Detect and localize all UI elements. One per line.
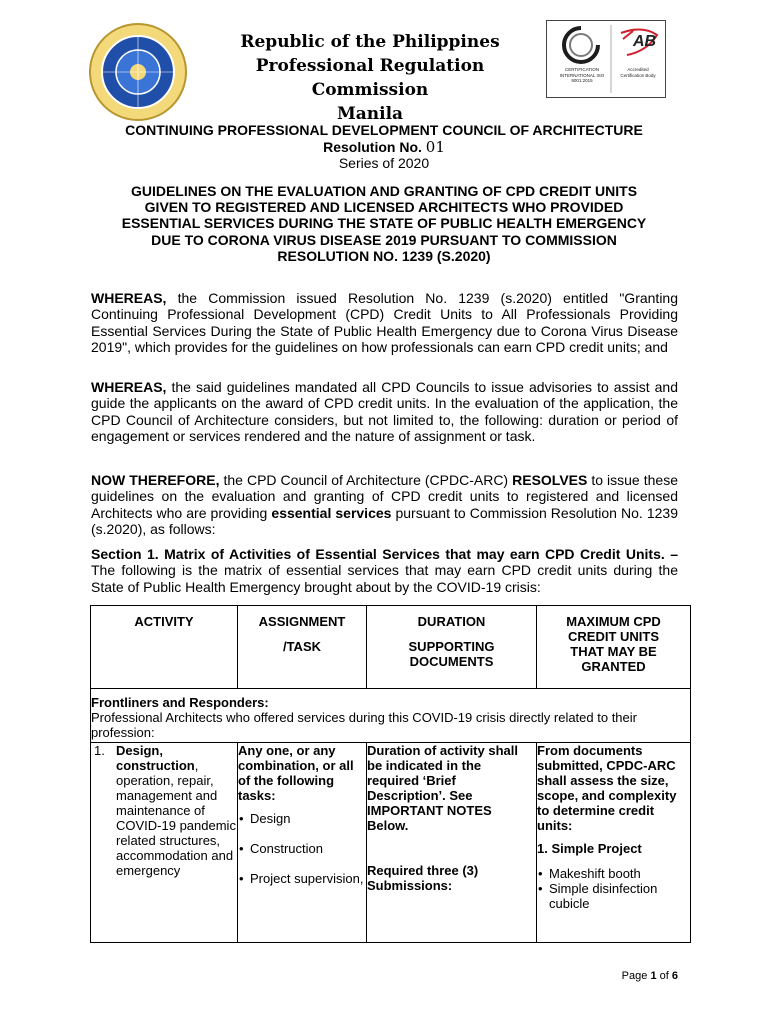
activities-matrix-table [90, 605, 691, 943]
row-activity-cell: 1. Design, construction, operation, repair, management and maintenance of COVID-19 pandemic related structures, accommodation and emergency [91, 743, 238, 943]
council-title: CONTINUING PROFESSIONAL DEVELOPMENT COUNCIL OF ARCHITECTURE [125, 122, 643, 138]
now-therefore-paragraph [91, 472, 678, 538]
resolution-number [80, 139, 688, 155]
paragraph-text: The following is the matrix of essential services that may earn CPD credit units during the State of Public Health Emergency brought about by the COVID-19 crisis: [91, 562, 678, 595]
page-number: Page 1 of 6 [621, 970, 678, 982]
guidelines-title-line: GUIDELINES ON THE EVALUATION AND GRANTING OF CPD CREDIT UNITS [130, 183, 638, 199]
paragraph-text: pursuant to Commission Resolution No. 1239 (s.2020), as follows: [91, 504, 678, 538]
row-duration-cell: Duration of activity shall be indicated in the required ‘Brief Description’. See IMPORTANT NOTES Below. Required three (3) Submissions: [367, 743, 537, 943]
header-city: Manila [336, 104, 404, 124]
agency-header [200, 30, 540, 126]
whereas-lead: WHEREAS, [91, 290, 167, 306]
whereas-lead: WHEREAS, [91, 379, 167, 395]
whereas-paragraph-1 [91, 290, 678, 356]
group-description: Professional Architects who offered services during this COVID-19 crisis directly related to their profession: [91, 710, 637, 740]
col-header-activity: ACTIVITY [91, 606, 238, 689]
guidelines-title-line: ESSENTIAL SERVICES DURING THE STATE OF PUBLIC HEALTH EMERGENCY [121, 215, 647, 232]
iso-certification-logo [546, 20, 666, 98]
guidelines-title-line: GIVEN TO REGISTERED AND LICENSED ARCHITECTS WHO PROVIDED [144, 199, 624, 216]
guidelines-title-line: DUE TO CORONA VIRUS DISEASE 2019 PURSUANT TO COMMISSION [151, 231, 617, 248]
row-number: 1. [94, 743, 105, 758]
header-commission: Professional Regulation Commission [255, 56, 485, 100]
ab-mark: AB [633, 33, 657, 50]
group-title: Frontliners and Responders: [91, 695, 269, 710]
whereas-paragraph-2 [91, 379, 678, 445]
paragraph-text: the Commission issued Resolution No. 1239 (s.2020) entitled "Granting Continuing Professional Development (CPD) Credit Units to All Professionals Providing Essential Services During the State of Public Health Emergency due to Corona Virus Disease 2019", which provides for the guidelines on how professionals can earn CPD credit units; and [91, 290, 678, 356]
row-max-cpd-cell: From documents submitted, CPDC-ARC shall assess the size, scope, and complexity to determine credit units: 1. Simple Project • Makeshift booth • Simple disinfection cubicle [537, 743, 691, 943]
table-group-row [91, 689, 691, 743]
list-item: • Makeshift booth [537, 866, 690, 881]
list-item: • Design [238, 811, 366, 826]
col-header-assignment: ASSIGNMENT /TASK [238, 606, 367, 689]
prc-seal-logo [88, 22, 188, 122]
table-row [91, 743, 691, 943]
now-therefore-lead: NOW THEREFORE, [91, 472, 220, 488]
table-header-row [91, 606, 691, 689]
ab-text: Accredited Certification Body [620, 67, 656, 78]
list-item: • Construction [238, 841, 366, 856]
paragraph-text: the said guidelines mandated all CPD Councils to issue advisories to assist and guide the applicants on the award of CPD credit units. In the evaluation of the application, the CPD Council of Architecture considers, but not limited to, the following: duration or period of engagement or services rendered and the nature of assignment or task. [91, 379, 678, 445]
col-header-duration: DURATION SUPPORTING DOCUMENTS [367, 606, 537, 689]
paragraph-text: the CPD Council of Architecture (CPDC-ARC) [219, 472, 513, 488]
paragraph-text: to issue these guidelines on the evaluation and granting of CPD credit units to registered and licensed Architects who are providing [91, 472, 678, 521]
guidelines-title [80, 183, 688, 264]
guidelines-title-line: RESOLUTION NO. 1239 (S.2020) [277, 247, 491, 264]
col-header-max-cpd: MAXIMUM CPD CREDIT UNITS THAT MAY BE GRANTED [537, 606, 691, 689]
section-1-paragraph [91, 546, 678, 595]
list-item: • Project supervision, [238, 871, 366, 886]
resolution-number-value: 01 [425, 138, 445, 156]
resolution-label: Resolution No. [323, 139, 422, 155]
list-item: • Simple disinfection cubicle [537, 881, 690, 911]
resolves-keyword: RESOLVES [512, 472, 588, 488]
series-year: Series of 2020 [338, 155, 430, 171]
cert-text: CERTIFICATION INTERNATIONAL ISO 9001:2015 [559, 67, 605, 83]
section-1-heading: Section 1. Matrix of Activities of Essential Services that may earn CPD Credit Units. – [91, 546, 678, 562]
header-republic: Republic of the Philippines [240, 32, 500, 52]
essential-services-keyword: essential services [271, 504, 392, 521]
row-assignment-cell: Any one, or any combination, or all of the following tasks: • Design • Construction • Project supervision, [238, 743, 367, 943]
